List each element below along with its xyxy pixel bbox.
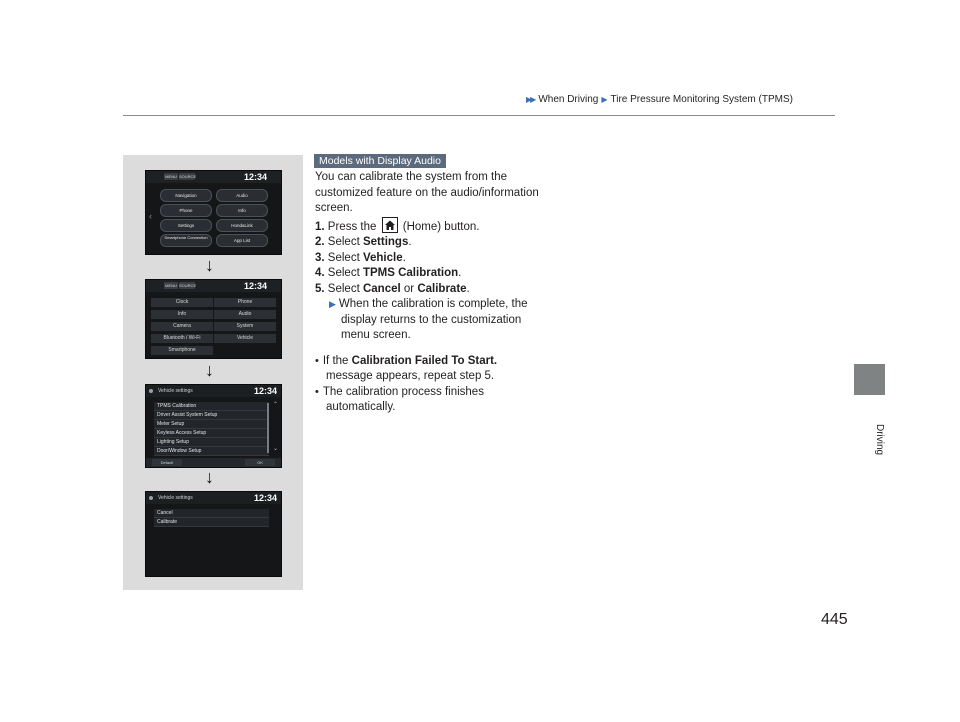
vehicle-item-door-window: Door/Window Setup — [154, 447, 269, 456]
model-badge: Models with Display Audio — [314, 154, 446, 168]
home-item-app-list: App List — [216, 234, 268, 247]
chevron-left-icon: ‹ — [149, 211, 152, 221]
tpms-calibration-screen — [145, 491, 282, 577]
scrollbar — [267, 403, 269, 453]
bullet-text: The calibration process finishes — [322, 385, 484, 398]
breadcrumb — [526, 94, 793, 105]
intro-line: customized feature on the audio/information — [315, 186, 539, 199]
step-target: Cancel — [362, 282, 401, 295]
home-item-settings: Settings — [160, 219, 212, 232]
screen-header — [146, 492, 281, 504]
section-label: Driving — [874, 424, 885, 456]
settings-item-clock: Clock — [151, 298, 213, 307]
calibration-item-calibrate: Calibrate — [154, 518, 269, 527]
intro-line: screen. — [315, 202, 353, 214]
step-text: Select — [327, 267, 360, 279]
screen-title: Vehicle settings — [158, 495, 193, 501]
home-item-phone: Phone — [160, 204, 212, 217]
step-target: Settings — [362, 236, 409, 248]
bullet-text: message appears, repeat step 5. — [326, 370, 495, 382]
bullet-text: If the — [322, 354, 349, 367]
step-text: . — [402, 251, 406, 264]
step-2 — [315, 235, 560, 251]
arrow-down-icon: ↓ — [205, 360, 214, 380]
step-text: or — [403, 282, 415, 295]
step-number: 4. — [315, 267, 325, 279]
screen-top-bar — [146, 171, 281, 183]
message-name: Calibration Failed To Start. — [351, 354, 498, 367]
step-text: . — [408, 236, 412, 248]
step-5 — [315, 282, 560, 298]
settings-item-info: Info — [151, 310, 213, 319]
settings-item-audio: Audio — [214, 310, 276, 319]
arrow-down-icon: ↓ — [205, 255, 214, 275]
arrow-right-icon: ▶ — [329, 299, 336, 309]
vehicle-item-lighting-setup: Lighting Setup — [154, 438, 269, 447]
source-button: SOURCE — [179, 174, 197, 179]
menu-button: MENU — [165, 174, 177, 179]
step-target: Calibrate — [417, 282, 467, 295]
screen-footer — [146, 458, 281, 467]
screen-clock: 12:34 — [253, 493, 277, 503]
note-text: When the calibration is complete, the — [338, 298, 528, 310]
scroll-down-icon: ⌄ — [272, 446, 278, 452]
settings-item-phone: Phone — [214, 298, 276, 307]
step-target: TPMS Calibration — [362, 267, 459, 279]
step-number: 5. — [315, 282, 325, 295]
bullet-icon: • — [315, 354, 319, 367]
back-icon — [149, 496, 153, 500]
vehicle-item-driver-assist: Driver Assist System Setup — [154, 411, 269, 420]
home-item-hondalink: HondaLink — [216, 219, 268, 232]
settings-screen — [145, 279, 282, 359]
bullet-icon: • — [315, 385, 319, 398]
step-number: 3. — [315, 251, 325, 264]
home-icon — [382, 217, 398, 233]
step-text: (Home) button. — [402, 220, 480, 233]
vehicle-item-keyless-access: Keyless Access Setup — [154, 429, 269, 438]
spacer — [315, 344, 560, 354]
settings-item-system: System — [214, 322, 276, 331]
scroll-up-icon: ⌃ — [272, 402, 278, 408]
screen-clock: 12:34 — [243, 172, 267, 182]
default-button: Default — [152, 459, 182, 466]
step-text: Select — [327, 282, 360, 295]
step-5-note — [315, 297, 560, 313]
step-text: . — [458, 267, 462, 279]
home-item-audio: Audio — [216, 189, 268, 202]
page-number: 445 — [821, 611, 848, 628]
step-3 — [315, 251, 560, 267]
settings-item-vehicle: Vehicle — [214, 334, 276, 343]
home-item-navigation: Navigation — [160, 189, 212, 202]
header-rule — [123, 115, 835, 116]
vehicle-settings-screen — [145, 384, 282, 468]
source-button: SOURCE — [179, 283, 197, 288]
vehicle-item-tpms-calibration: TPMS Calibration — [154, 402, 269, 411]
breadcrumb-item[interactable]: When Driving — [538, 94, 599, 105]
bullet-text: automatically. — [326, 401, 396, 413]
note-text: display returns to the customization — [341, 313, 522, 326]
settings-item-bluetooth-wifi: Bluetooth / Wi-Fi — [151, 334, 213, 343]
screen-title: Vehicle settings — [158, 388, 193, 394]
home-item-smartphone-connection: Smartphone Connection — [160, 234, 212, 247]
step-number: 1. — [315, 220, 325, 233]
screen-clock: 12:34 — [253, 386, 277, 396]
settings-item-camera: Camera — [151, 322, 213, 331]
home-screen — [145, 170, 282, 255]
instructions — [315, 170, 560, 416]
menu-button: MENU — [165, 283, 177, 288]
back-icon — [149, 389, 153, 393]
settings-item-smartphone: Smartphone — [151, 346, 213, 355]
intro-line: You can calibrate the system from the — [315, 171, 507, 183]
step-number: 2. — [315, 236, 325, 248]
breadcrumb-item[interactable]: Tire Pressure Monitoring System (TPMS) — [610, 94, 793, 105]
step-1 — [315, 217, 560, 236]
ok-button: OK — [245, 459, 275, 466]
vehicle-item-meter-setup: Meter Setup — [154, 420, 269, 429]
step-text: Select — [327, 236, 360, 248]
calibration-item-cancel: Cancel — [154, 509, 269, 518]
screen-top-bar — [146, 280, 281, 292]
breadcrumb-arrow-icon: ▶ — [601, 95, 608, 104]
breadcrumb-arrow-icon: ▶▶ — [526, 95, 535, 104]
step-target: Vehicle — [362, 251, 403, 264]
note-text: menu screen. — [341, 329, 411, 341]
screen-clock: 12:34 — [243, 281, 267, 291]
bullet-1 — [315, 354, 560, 370]
step-text: . — [466, 282, 470, 295]
arrow-down-icon: ↓ — [205, 467, 214, 487]
step-text: Press the — [327, 220, 377, 233]
home-item-info: Info — [216, 204, 268, 217]
step-4 — [315, 266, 560, 282]
screen-header — [146, 385, 281, 397]
section-tab — [854, 364, 885, 395]
step-text: Select — [327, 251, 360, 264]
bullet-2 — [315, 385, 560, 401]
